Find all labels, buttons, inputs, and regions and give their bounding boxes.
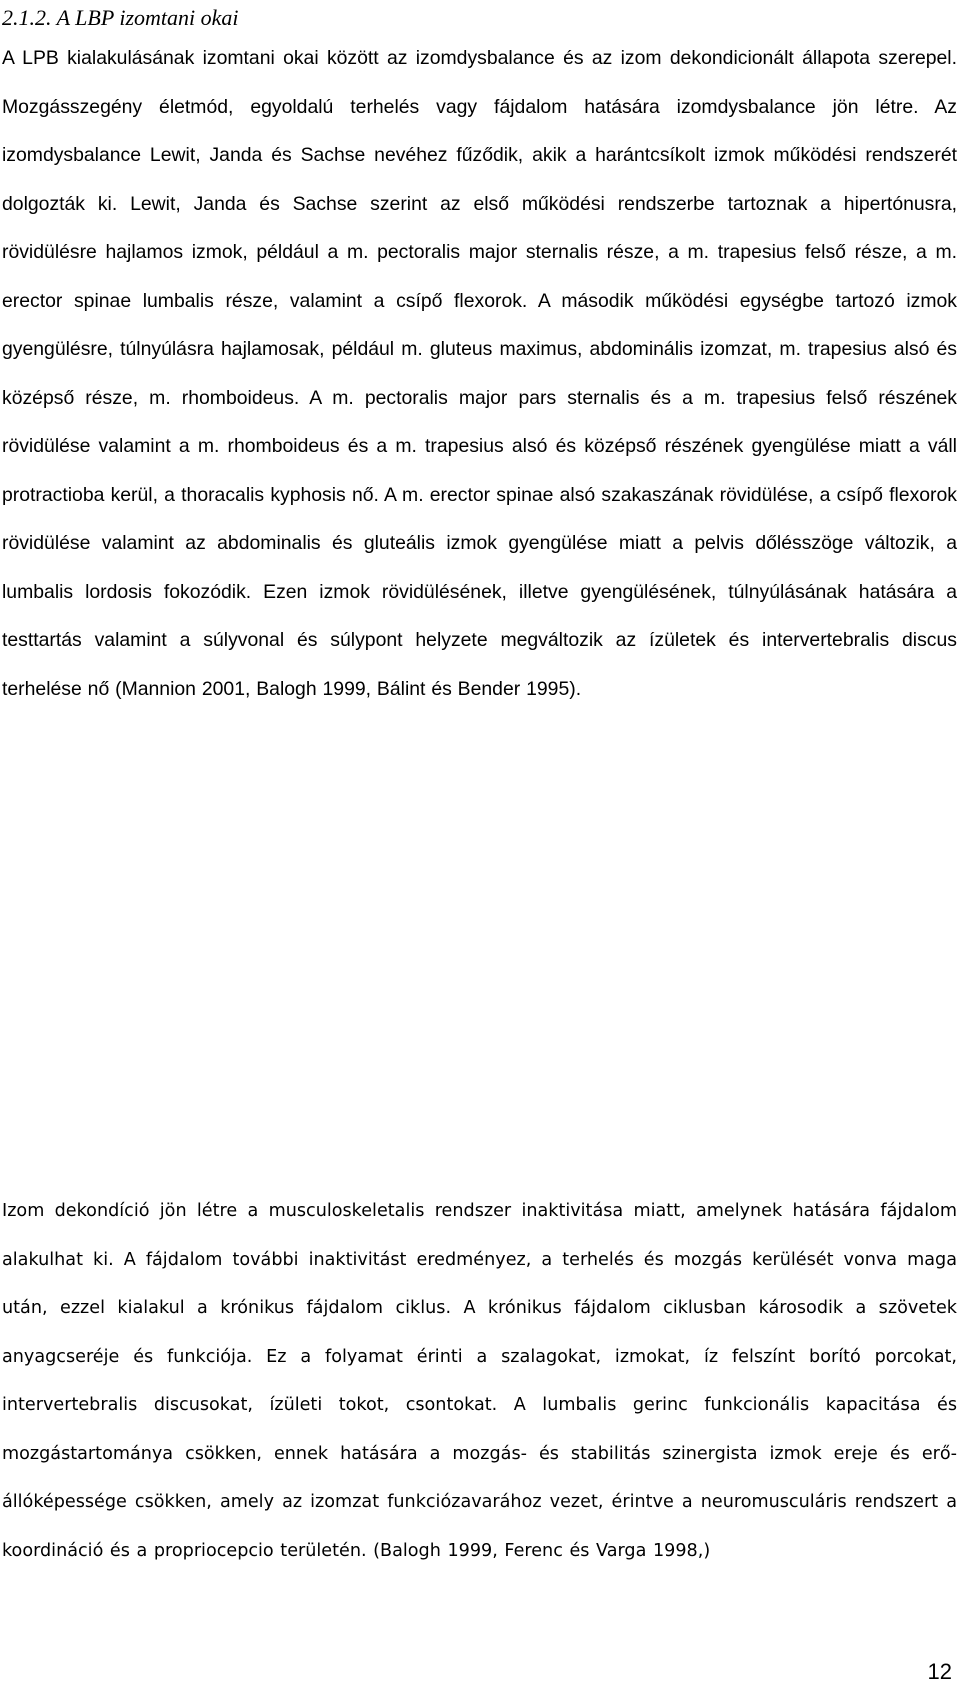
body-paragraph-muscle-deconditioning: Izom dekondíció jön létre a musculoskeletalis rendszer inaktivitása miatt, amelynek hatására fájdalom alakulhat ki. A fájdalom további inaktivitást eredményez, a terhelés és mozgás kerülését vonva maga után, ezzel kialakul a krónikus fájdalom ciklus. A krónikus fájdalom ciklusban károsodik a szövetek anyagcseréje és funkciója. Ez a folyamat érinti a szalagokat, izmokat, íz felszínt borító porcokat, intervertebralis discusokat, ízületi tokot, csontokat. A lumbalis gerinc funkcionális kapacitása és mozgástartománya csökken, ennek hatására a mozgás- és stabilitás szinergista izmok ereje és erő-állóképessége csökken, amely az izomzat funkciózavarához vezet, érintve a neuromusculáris rendszert a koordináció és a propriocepcio területén. (Balogh 1999, Ferenc és Varga 1998,) — [2, 1201, 957, 1561]
page-number: 12 — [927, 1659, 952, 1684]
section-heading: 2.1.2. A LBP izomtani okai — [2, 5, 239, 30]
body-paragraph-muscle-imbalance: A LPB kialakulásának izomtani okai között az izomdysbalance és az izom dekondicionált állapota szerepel. Mozgásszegény életmód, egyoldalú terhelés vagy fájdalom hatására izomdysbalance jön létre. Az izomdysbalance Lewit, Janda és Sachse nevéhez fűződik, akik a harántcsíkolt izmok működési rendszerét dolgozták ki. Lewit, Janda és Sachse szerint az első működési rendszerbe tartoznak a hipertónusra, rövidülésre hajlamos izmok, például a m. pectoralis major sternalis része, a m. trapesius felső része, a m. erector spinae lumbalis része, valamint a csípő flexorok. A második működési egységbe tartozó izmok gyengülésre, túlnyúlásra hajlamosak, például m. gluteus maximus, abdominális izomzat, m. trapesius alsó és középső része, m. rhomboideus. A m. pectoralis major pars sternalis és a m. trapesius felső részének rövidülése valamint a m. rhomboideus és a m. trapesius alsó és középső részének gyengülése miatt a váll protractioba kerül, a thoracalis kyphosis nő. A m. erector spinae alsó szakaszának rövidülése, a csípő flexorok rövidülése valamint az abdominalis és gluteális izmok gyengülése miatt a pelvis dőlésszöge változik, a lumbalis lordosis fokozódik. Ezen izmok rövidülésének, illetve gyengülésének, túlnyúlásának hatására a testtartás valamint a súlyvonal és súlypont helyzete megváltozik az ízületek és intervertebralis discus terhelése nő (Mannion 2001, Balogh 1999, Bálint és Bender 1995). — [2, 47, 957, 700]
